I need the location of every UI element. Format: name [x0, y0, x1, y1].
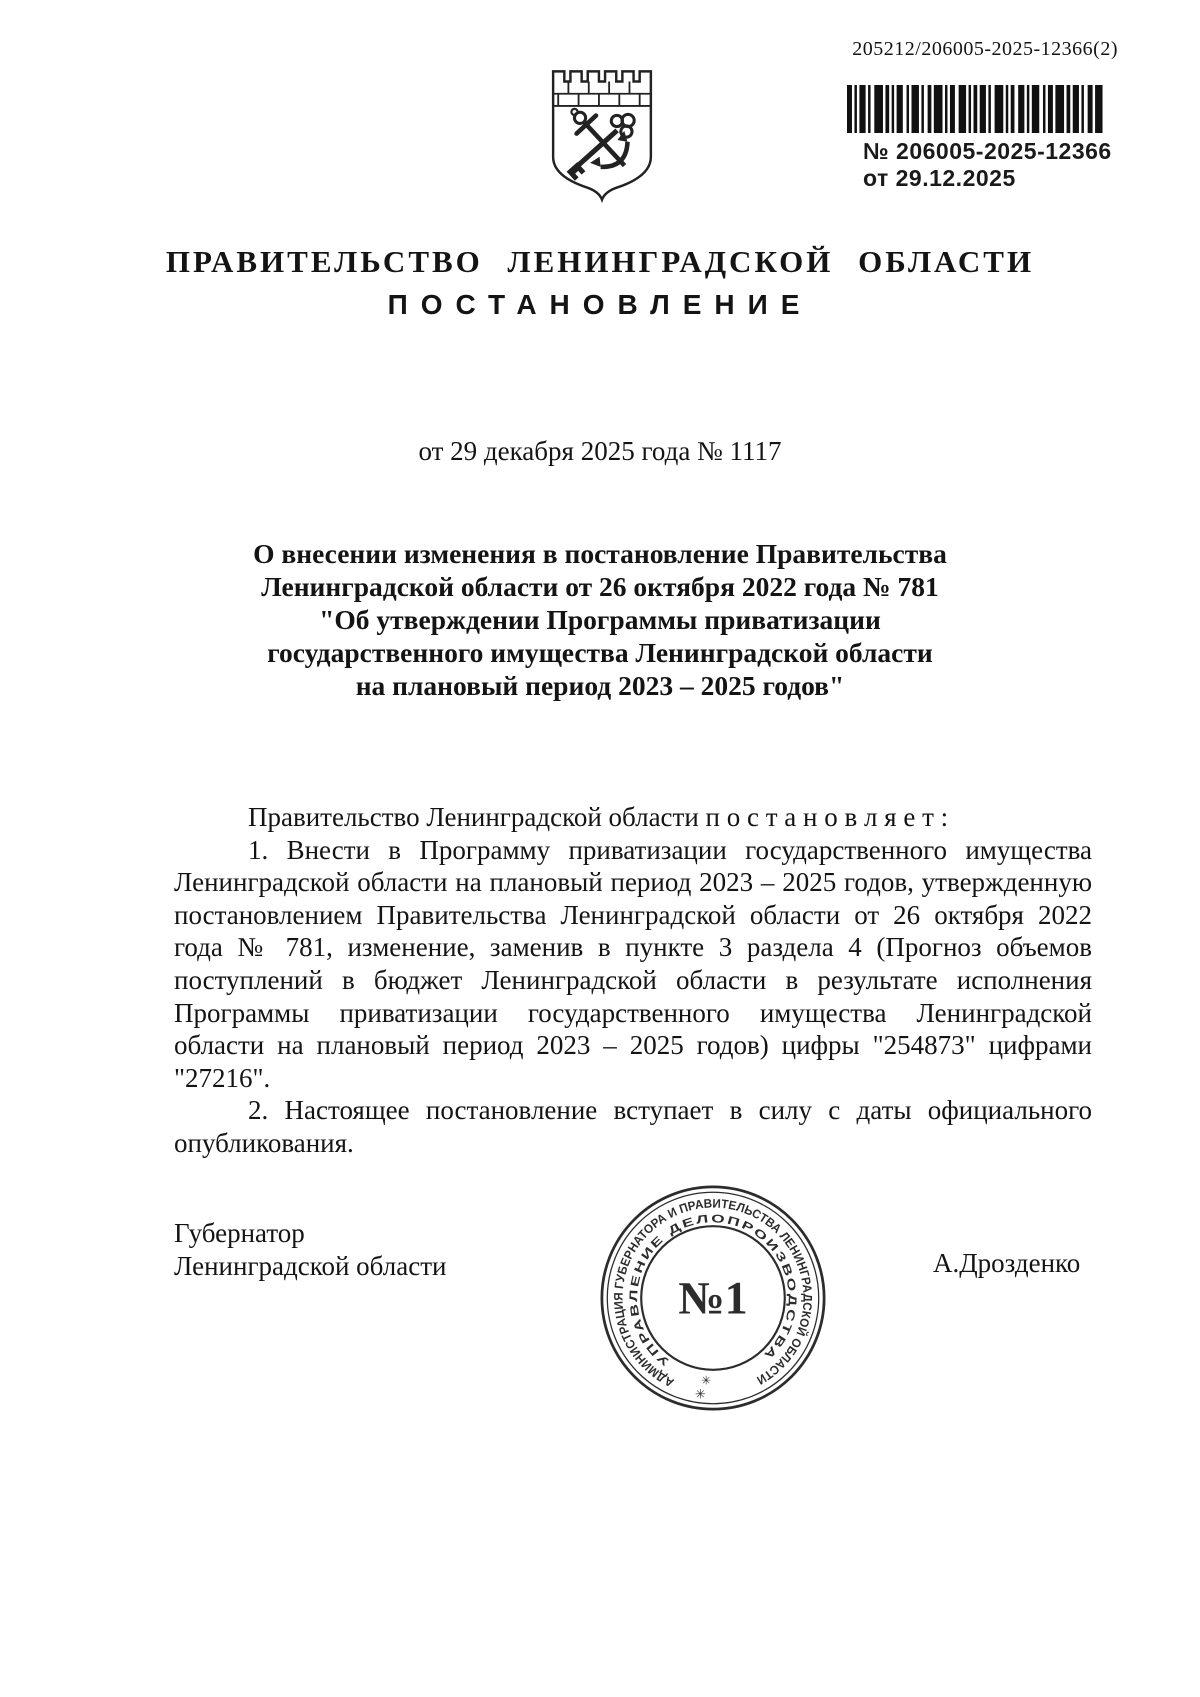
subject-line: государственного имущества Ленинградской области: [267, 637, 933, 668]
barcode-bars-icon: [847, 85, 1105, 133]
round-seal-stamp: [595, 1180, 831, 1416]
signature-position-line: Губернатор: [174, 1218, 305, 1248]
subject-line: "Об утверждении Программы приватизации: [319, 604, 881, 635]
org-title: ПРАВИТЕЛЬСТВО ЛЕНИНГРАДСКОЙ ОБЛАСТИ: [165, 244, 1035, 279]
barcode: [847, 85, 1105, 133]
barcode-number: № 206005-2025-12366: [863, 138, 1112, 164]
subject-line: Ленинградской области от 26 октября 2022 года № 781: [261, 571, 939, 602]
subject-line: О внесении изменения в постановление Правительства: [253, 538, 947, 569]
signature-name: А.Дрозденко: [933, 1248, 1081, 1278]
lead-text: Правительство Ленинградской области: [248, 802, 706, 832]
lead-paragraph: [174, 801, 1092, 834]
doc-type-title: ПОСТАНОВЛЕНИЕ: [387, 289, 813, 320]
body-paragraph-1: 1. Внести в Программу приватизации государственного имущества Ленинградской области на плановый период 2023 – 2025 годов, утвержденную постановлением Правительства Ленинградской области от 26 октября 2022 года № 781, изменение, заменив в пункте 3 раздела 4 (Прогноз объемов поступлений в бюджет Ленинградской области в результате исполнения Программы приватизации государственного имущества Ленинградской области на плановый период 2023 – 2025 годов) цифры "254873" цифрами "27216".: [174, 834, 1092, 1093]
doc-body: [174, 801, 1092, 1160]
signature-position: [174, 1217, 446, 1283]
stamp-star-icon: ✳: [694, 1387, 706, 1402]
barcode-caption: [863, 138, 1112, 192]
stamp-outer-ring-text: АДМИНИСТРАЦИЯ ГУБЕРНАТОРА И ПРАВИТЕЛЬСТВА ЛЕНИНГРАДСКОЙ ОБЛАСТИ: [611, 1196, 815, 1390]
barcode-date: от 29.12.2025: [863, 165, 1016, 191]
doc-subject: [150, 537, 1050, 702]
lead-resolves-word: п о с т а н о в л я е т :: [705, 802, 949, 832]
signature-position-line: Ленинградской области: [174, 1251, 447, 1281]
stamp-center-number: №1: [678, 1272, 748, 1324]
registration-number-top: 205212/206005-2025-12366(2): [852, 38, 1118, 60]
coat-of-arms-leningrad-oblast-icon: [546, 67, 658, 205]
body-paragraph-2: 2. Настоящее постановление вступает в силу с даты официального опубликования.: [174, 1095, 1092, 1158]
subject-line: на плановый период 2023 – 2025 годов": [355, 670, 845, 701]
stamp-inner-ring-text: УПРАВЛЕНИЕ ДЕЛОПРОИЗВОДСТВА: [628, 1212, 798, 1368]
doc-date-line: от 29 декабря 2025 года № 1117: [418, 436, 782, 466]
stamp-star-icon: ✳: [701, 1373, 712, 1388]
